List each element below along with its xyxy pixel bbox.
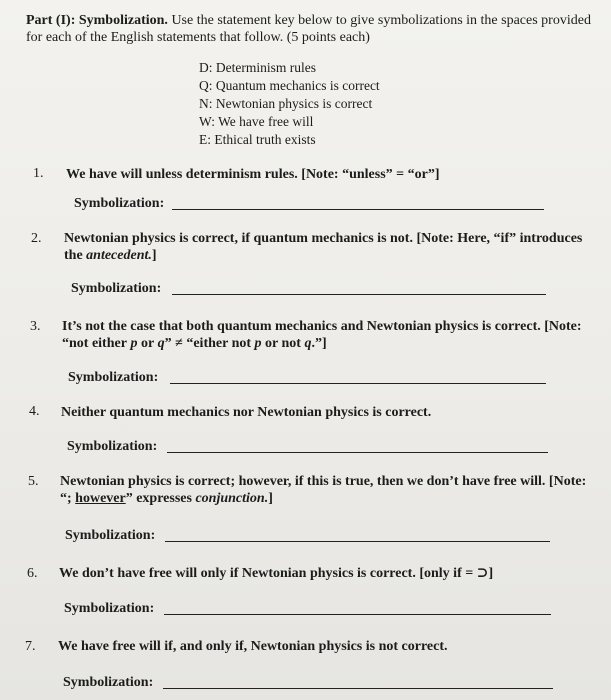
however-underlined: however [75,491,126,506]
answer-line-1[interactable] [172,209,544,210]
note: [only if = ⊃] [419,566,494,581]
answer-line-4[interactable] [167,452,548,453]
question-number: 4. [29,404,40,419]
statement: It’s not the case that both quantum mechanics and Newtonian physics is correct. [62,319,541,334]
note-emphasis: antecedent. [86,248,152,263]
question-text [61,404,601,421]
statement: We don’t have free will only if Newtonian physics is correct. [59,566,416,581]
question-number: 1. [33,166,44,181]
question-number: 6. [27,566,38,581]
statement-key [199,59,380,149]
note-or: or [140,336,155,351]
question-text [64,230,604,264]
var-q: q [157,336,165,351]
question-text [66,166,606,183]
statement: Newtonian physics is correct, if quantum mechanics is not. [64,231,413,246]
part-label: Part (I): Symbolization. [26,13,168,28]
answer-line-5[interactable] [165,541,550,542]
symbolization-label: Symbolization: [74,196,165,211]
question-text [59,565,599,582]
question-text [58,638,598,655]
statement: We have free will if, and only if, Newtonian physics is not correct. [58,639,448,654]
note: [Note: [548,474,587,489]
note: [Note: [544,319,582,334]
question-number: 3. [30,319,41,334]
question-number: 5. [28,474,39,489]
question-text [62,318,602,352]
key-entry-n: N: Newtonian physics is correct [199,96,373,111]
symbolization-label: Symbolization: [65,528,156,543]
statement: Neither quantum mechanics nor Newtonian physics is correct. [61,405,432,420]
symbolization-label: Symbolization: [71,281,162,296]
part-header [26,12,601,46]
symbolization-label: Symbolization: [64,601,155,616]
question-text [60,473,600,507]
symbolization-label: Symbolization: [67,439,158,454]
note-neq: ” ≠ “either not [164,336,252,351]
note-quote: “not either [62,336,127,351]
statement: We have will unless determinism rules. [66,167,298,182]
note-close: ] [268,491,273,506]
var-p2: p [254,336,262,351]
var-q2: q [304,336,312,351]
note-conjunction: conjunction. [195,491,269,506]
note-expresses: ” expresses [125,491,192,506]
instructions-text: Use the statement key below to give symbolizations in the spaces provided for each of the English statements that follow. (5 points each) [26,13,591,45]
note: [Note: Here, “if” introduces the [64,231,583,263]
answer-line-2[interactable] [172,294,546,295]
answer-line-3[interactable] [170,383,546,384]
key-entry-q: Q: Quantum mechanics is correct [199,78,380,93]
var-p: p [130,336,138,351]
answer-line-7[interactable] [163,688,553,689]
symbolization-label: Symbolization: [68,370,159,385]
answer-line-6[interactable] [164,614,551,615]
note-quote: “; [60,491,72,506]
question-number: 7. [25,639,36,654]
note: [Note: “unless” = “or”] [301,167,440,182]
symbolization-label: Symbolization: [63,675,154,690]
note-or-not: or not [265,336,301,351]
key-entry-d: D: Determinism rules [199,60,316,75]
key-entry-e: E: Ethical truth exists [199,132,316,147]
statement: Newtonian physics is correct; however, if this is true, then we don’t have free will. [60,474,546,489]
key-entry-w: W: We have free will [199,114,314,129]
note-end: .”] [311,336,327,351]
question-number: 2. [31,231,42,246]
note-close: ] [151,248,157,263]
